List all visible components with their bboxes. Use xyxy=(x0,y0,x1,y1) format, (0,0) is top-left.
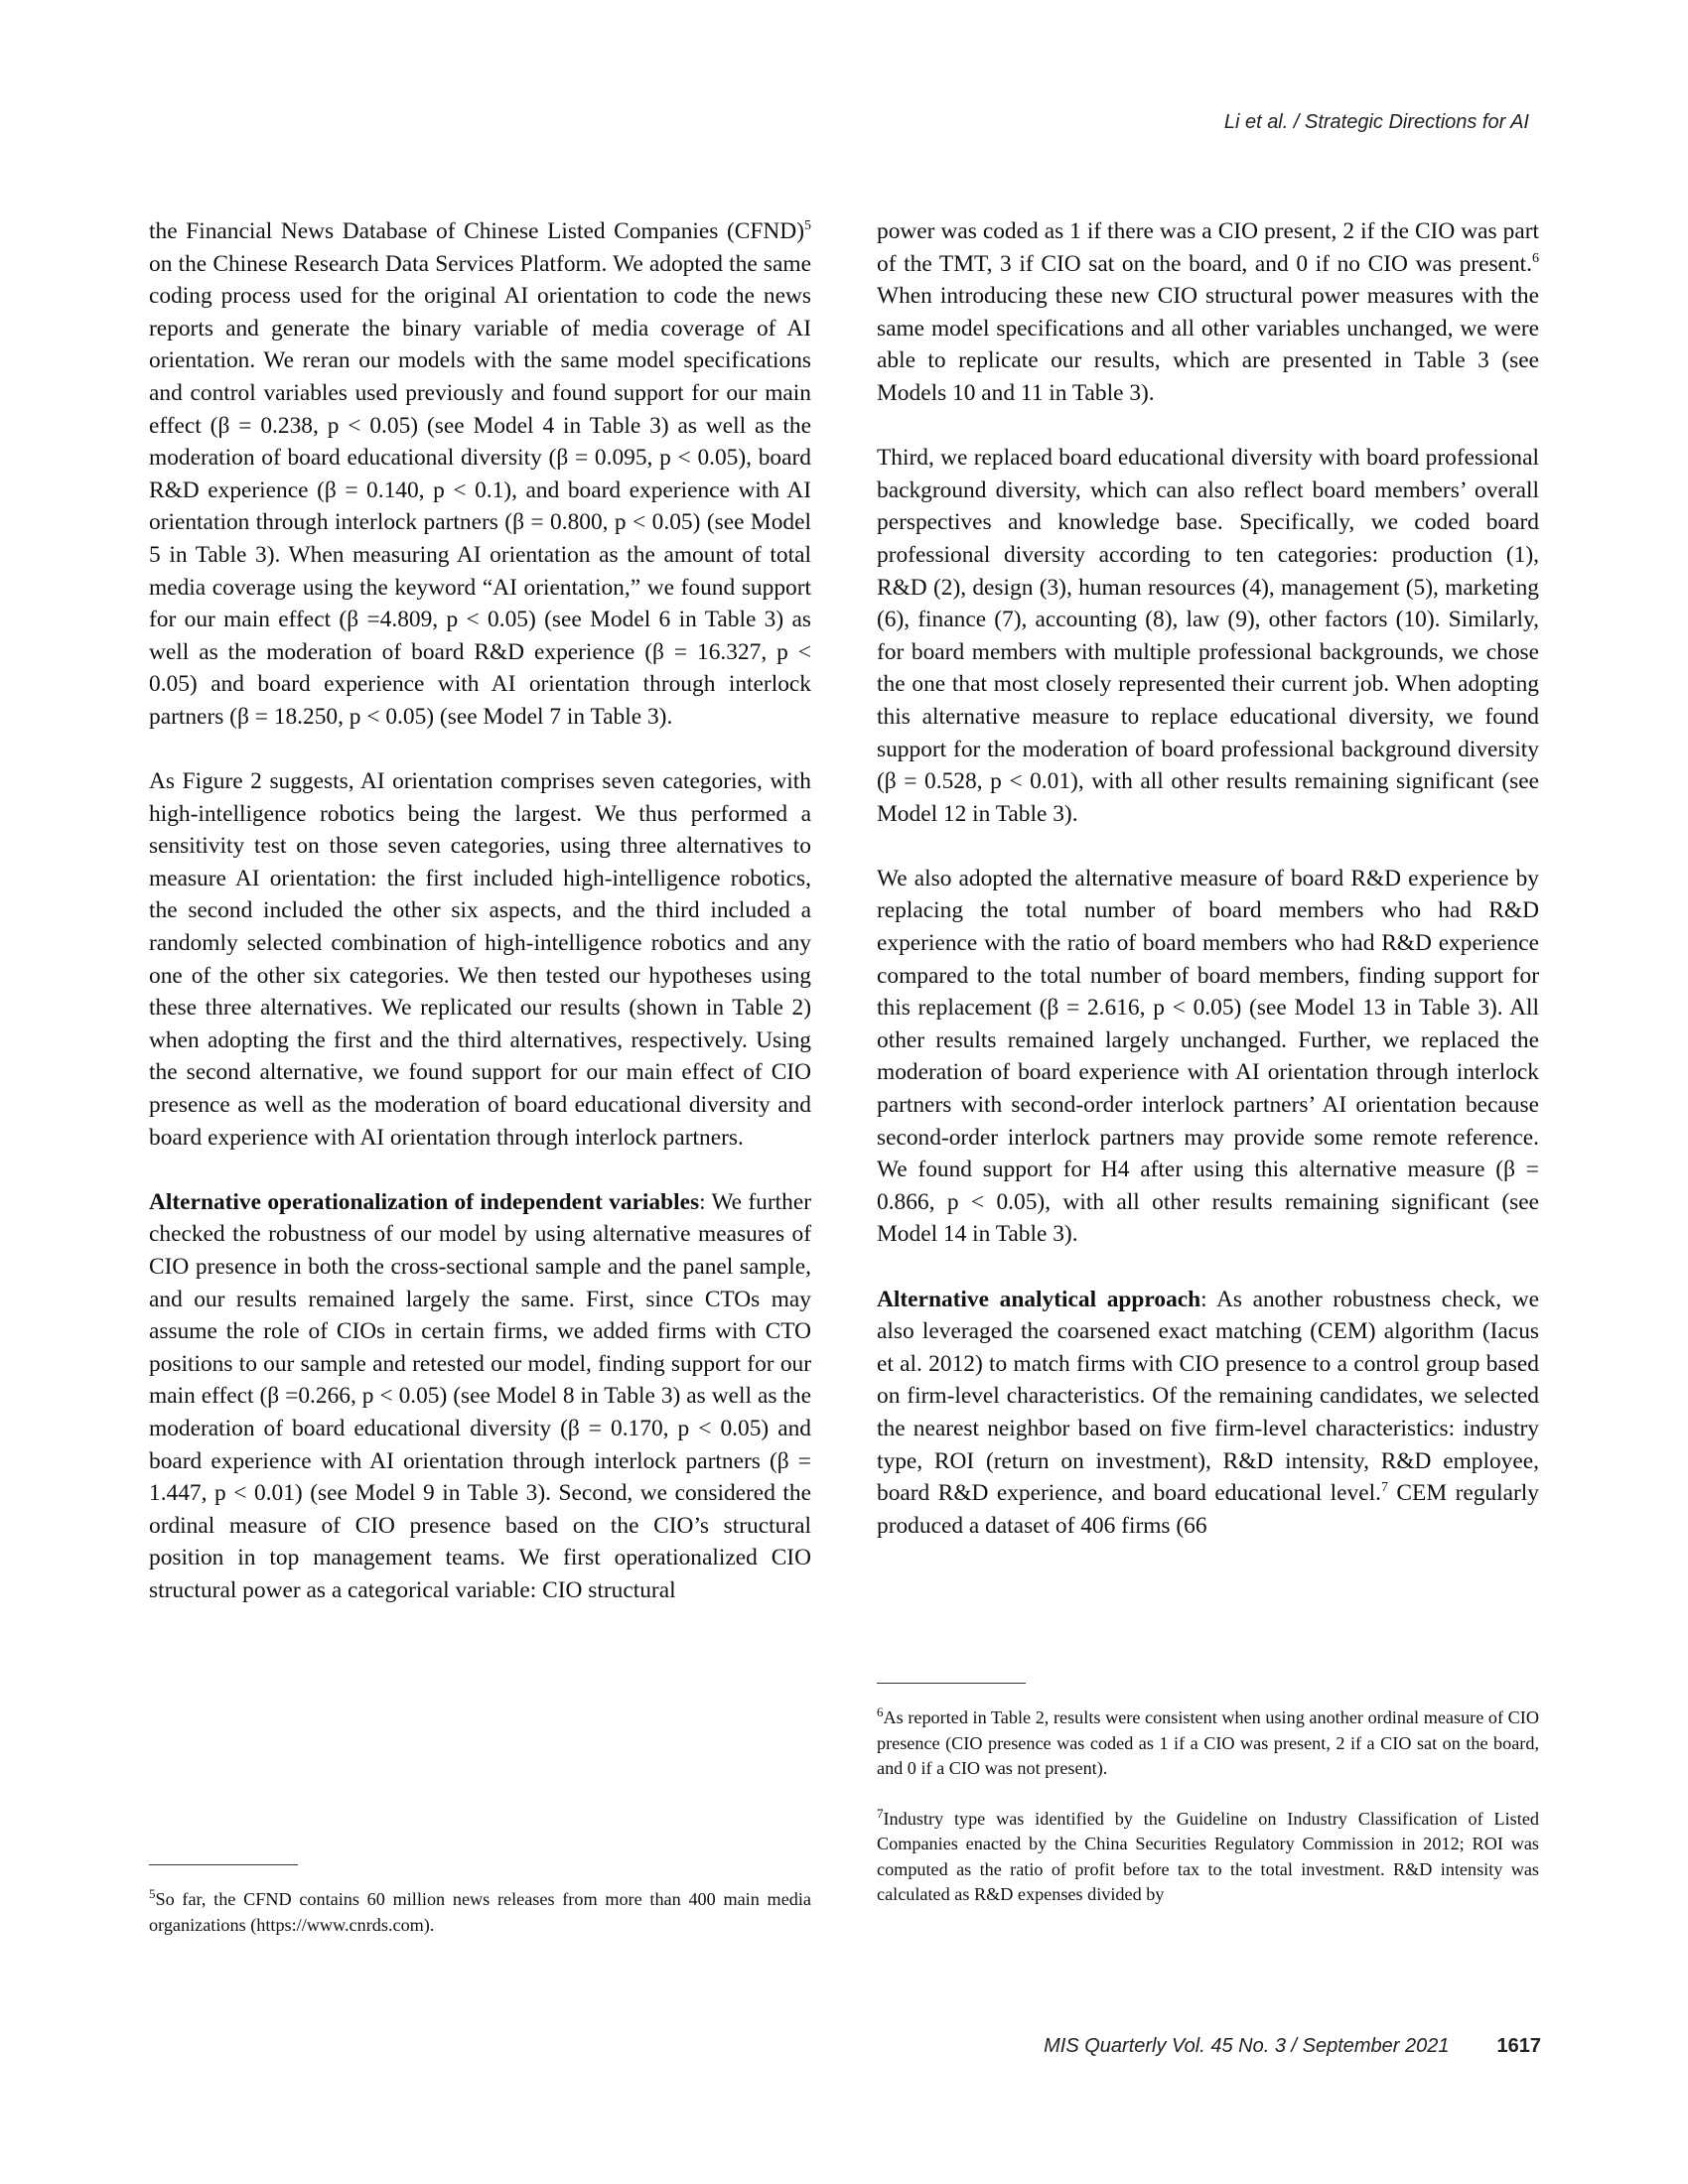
section-heading-alt-independent-variables: Alternative operationalization of independent variables xyxy=(149,1188,700,1215)
right-paragraph-2: Third, we replaced board educational diversity with board professional background diversity, which can also reflect board members’ overall perspectives and knowledge base. Specifically, we coded board professional diversity according to ten categories: production (1), R&D (2), design (3), human resources (4), management (5), marketing (6), finance (7), accounting (8), law (9), other factors (10). Similarly, for board members with multiple professional backgrounds, we chose the one that most closely represented their current job. When adopting this alternative measure to replace educational diversity, we found support for the moderation of board professional background diversity (β = 0.528, p < 0.01), with all other results remaining significant (see Model 12 in Table 3). xyxy=(877,445,1539,827)
left-column xyxy=(149,215,811,1607)
page-number: 1617 xyxy=(1496,2035,1541,2057)
footnote-divider xyxy=(149,1864,298,1865)
right-paragraph-3: We also adopted the alternative measure of board R&D experience by replacing the total number of board members who had R&D experience with the ratio of board members who had R&D experience compared to the total number of board members, finding support for this replacement (β = 2.616, p < 0.05) (see Model 13 in Table 3). All other results remained largely unchanged. Further, we replaced the moderation of board experience with AI orientation through interlock partners with second-order interlock partners’ AI orientation because second-order interlock partners may provide some remote reference. We found support for H4 after using this alternative measure (β = 0.866, p < 0.05), with all other results remaining significant (see Model 14 in Table 3). xyxy=(877,865,1539,1248)
right-paragraph-1: power was coded as 1 if there was a CIO present, 2 if the CIO was part of the TMT, 3 if CIO sat on the board, and 0 if no CIO was present.$^6$ When introducing these new CIO structural power measures with the same model specifications and all other variables unchanged, we were able to replicate our results, which are presented in Table 3 (see Models 10 and 11 in Table 3). xyxy=(877,218,1539,406)
left-paragraph-2: As Figure 2 suggests, AI orientation comprises seven categories, with high-intelligence robotics being the largest. We thus performed a sensitivity test on those seven categories, using three alternatives to measure AI orientation: the first included high-intelligence robotics, the second included the other six aspects, and the third included a randomly selected combination of high-intelligence robotics and any one of the other six categories. We then tested our hypotheses using these three alternatives. We replicated our results (shown in Table 2) when adopting the first and the third alternatives, respectively. Using the second alternative, we found support for our main effect of CIO presence as well as the moderation of board educational diversity and board experience with AI orientation through interlock partners. xyxy=(149,768,811,1151)
page-footer xyxy=(1044,2035,1541,2058)
footnote-7: $^7$Industry type was identified by the Guideline on Industry Classification of Listed Companies enacted by the China Securities Regulatory Commission in 2012; ROI was computed as the ratio of profit before tax to the total investment. R&D intensity was calculated as R&D expenses divided by xyxy=(877,1805,1539,1904)
footnote-divider xyxy=(877,1683,1026,1684)
right-paragraph-4: Alternative analytical approach: As another robustness check, we also leveraged the coarsened exact matching (CEM) algorithm (Iacus et al. 2012) to match firms with CIO presence to a control group based on firm-level characteristics. Of the remaining candidates, we selected the nearest neighbor based on five firm-level characteristics: industry type, ROI (return on investment), R&D intensity, R&D employee, board R&D experience, and board educational level.$^7$ CEM regularly produced a dataset of 406 firms (66 xyxy=(877,1286,1539,1539)
footnote-ref-5[interactable]: 5 xyxy=(804,218,811,234)
section-heading-alt-analytical-approach: Alternative analytical approach xyxy=(877,1286,1201,1312)
left-footnotes xyxy=(149,1864,811,1963)
footnote-6: $^6$As reported in Table 2, results were consistent when using another ordinal measure of CIO presence (CIO presence was coded as 1 if a CIO was present, 2 if a CIO sat on the board, and 0 if a CIO was not present). xyxy=(877,1704,1539,1778)
right-footnotes xyxy=(877,1683,1539,1933)
journal-citation: MIS Quarterly Vol. 45 No. 3 / September 2021 xyxy=(1044,2035,1450,2057)
left-paragraph-3: Alternative operationalization of independent variables: We further checked the robustness of our model by using alternative measures of CIO presence in both the cross-sectional sample and the panel sample, and our results remained largely the same. First, since CTOs may assume the role of CIOs in certain firms, we added firms with CTO positions to our sample and retested our model, finding support for our main effect (β =0.266, p < 0.05) (see Model 8 in Table 3) as well as the moderation of board educational diversity (β = 0.170, p < 0.05) and board experience with AI orientation through interlock partners (β = 1.447, p < 0.01) (see Model 9 in Table 3). Second, we considered the ordinal measure of CIO presence based on the CIO’s structural position in top management teams. We first operationalized CIO structural power as a categorical variable: CIO structural xyxy=(149,1188,812,1603)
right-column xyxy=(877,215,1539,1542)
footnote-ref-7[interactable]: 7 xyxy=(1380,1480,1388,1496)
footnote-ref-6[interactable]: 6 xyxy=(1532,250,1539,266)
footnote-5: $^5$So far, the CFND contains 60 million news releases from more than 400 main media organizations (https://www.cnrds.com). xyxy=(149,1885,811,1935)
running-head: Li et al. / Strategic Directions for AI xyxy=(1223,111,1529,133)
left-paragraph-1: the Financial News Database of Chinese Listed Companies (CFND)$^5$ on the Chinese Research Data Services Platform. We adopted the same coding process used for the original AI orientation to code the news reports and generate the binary variable of media coverage of AI orientation. We reran our models with the same model specifications and control variables used previously and found support for our main effect (β = 0.238, p < 0.05) (see Model 4 in Table 3) as well as the moderation of board educational diversity (β = 0.095, p < 0.05), board R&D experience (β = 0.140, p < 0.1), and board experience with AI orientation through interlock partners (β = 0.800, p < 0.05) (see Model 5 in Table 3). When measuring AI orientation as the amount of total media coverage using the keyword “AI orientation,” we found support for our main effect (β =4.809, p < 0.05) (see Model 6 in Table 3) as well as the moderation of board R&D experience (β = 16.327, p < 0.05) and board experience with AI orientation through interlock partners (β = 18.250, p < 0.05) (see Model 7 in Table 3). xyxy=(149,218,811,730)
